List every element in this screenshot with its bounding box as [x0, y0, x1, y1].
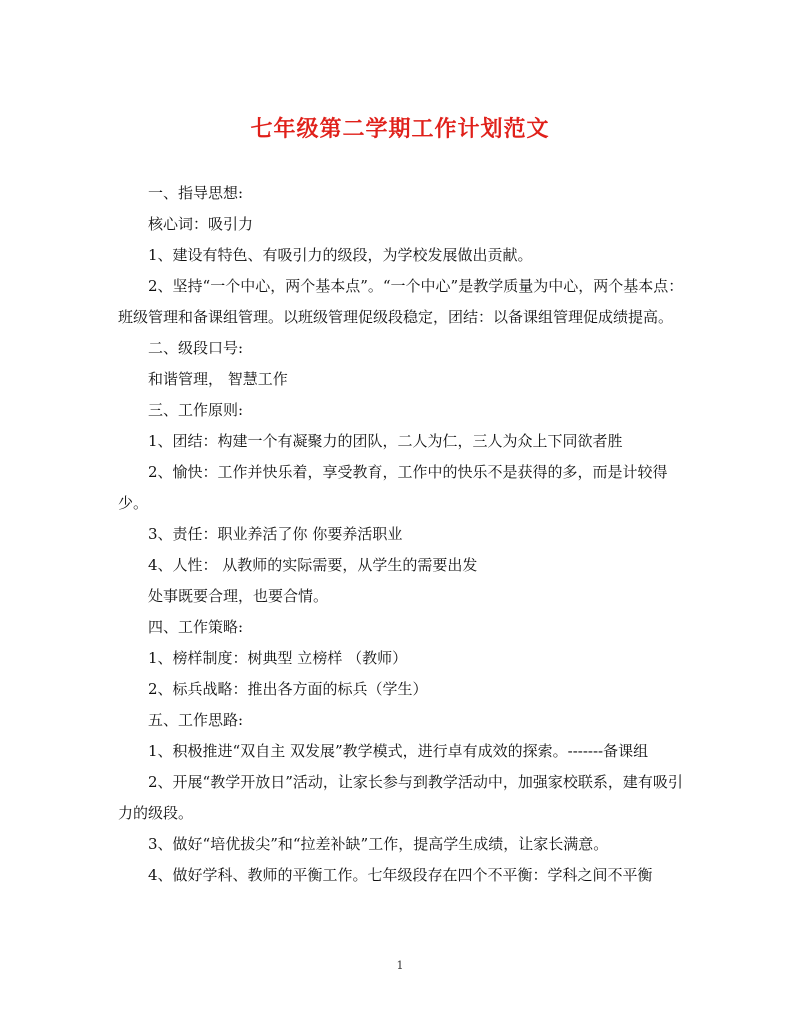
paragraph-slogan: 和谐管理， 智慧工作	[148, 370, 288, 388]
document-title: 七年级第二学期工作计划范文	[250, 116, 550, 142]
paragraph-item: 1、积极推进“双自主 双发展”教学模式，进行卓有成效的探索。-------备课组	[148, 742, 649, 760]
paragraph-item: 2、坚持“一个中心，两个基本点”。“一个中心”是教学质量为中心，两个基本点：班级管理和备课组管理。以班级管理促级段稳定，团结：以备课组管理促成绩提高。	[118, 277, 684, 326]
paragraph-item: 3、责任：职业养活了你 你要养活职业	[148, 525, 403, 543]
paragraph-item: 3、做好“培优拔尖”和“拉差补缺”工作，提高学生成绩，让家长满意。	[148, 835, 609, 853]
paragraph-item: 1、团结：构建一个有凝聚力的团队，二人为仁，三人为众上下同欲者胜	[148, 432, 623, 450]
paragraph-strategy-heading: 四、工作策略:	[148, 618, 244, 636]
page-number: 1	[396, 959, 404, 972]
paragraph-core-word: 核心词：吸引力	[148, 215, 254, 233]
paragraph-item: 1、榜样制度：树典型 立榜样 （教师）	[148, 649, 408, 667]
paragraph-item: 2、开展“教学开放日”活动，让家长参与到教学活动中，加强家校联系，建有吸引力的级段。	[118, 773, 683, 822]
paragraph-item: 处事既要合理，也要合情。	[148, 587, 329, 605]
paragraph-item: 2、愉快：工作并快乐着，享受教育，工作中的快乐不是获得的多，而是计较得少。	[118, 463, 668, 512]
paragraph-principles-heading: 三、工作原则:	[148, 401, 244, 419]
paragraph-item: 4、人性： 从教师的实际需要，从学生的需要出发	[148, 556, 478, 574]
paragraph-approach-heading: 五、工作思路:	[148, 711, 244, 729]
paragraph-item: 1、建设有特色、有吸引力的级段，为学校发展做出贡献。	[148, 246, 533, 264]
document-body	[118, 178, 688, 891]
paragraph-item: 4、做好学科、教师的平衡工作。七年级段存在四个不平衡：学科之间不平衡	[148, 866, 653, 884]
paragraph-guiding-thought-heading: 一、指导思想:	[148, 184, 244, 202]
paragraph-slogan-heading: 二、级段口号:	[148, 339, 244, 357]
paragraph-item: 2、标兵战略：推出各方面的标兵（学生）	[148, 680, 428, 698]
